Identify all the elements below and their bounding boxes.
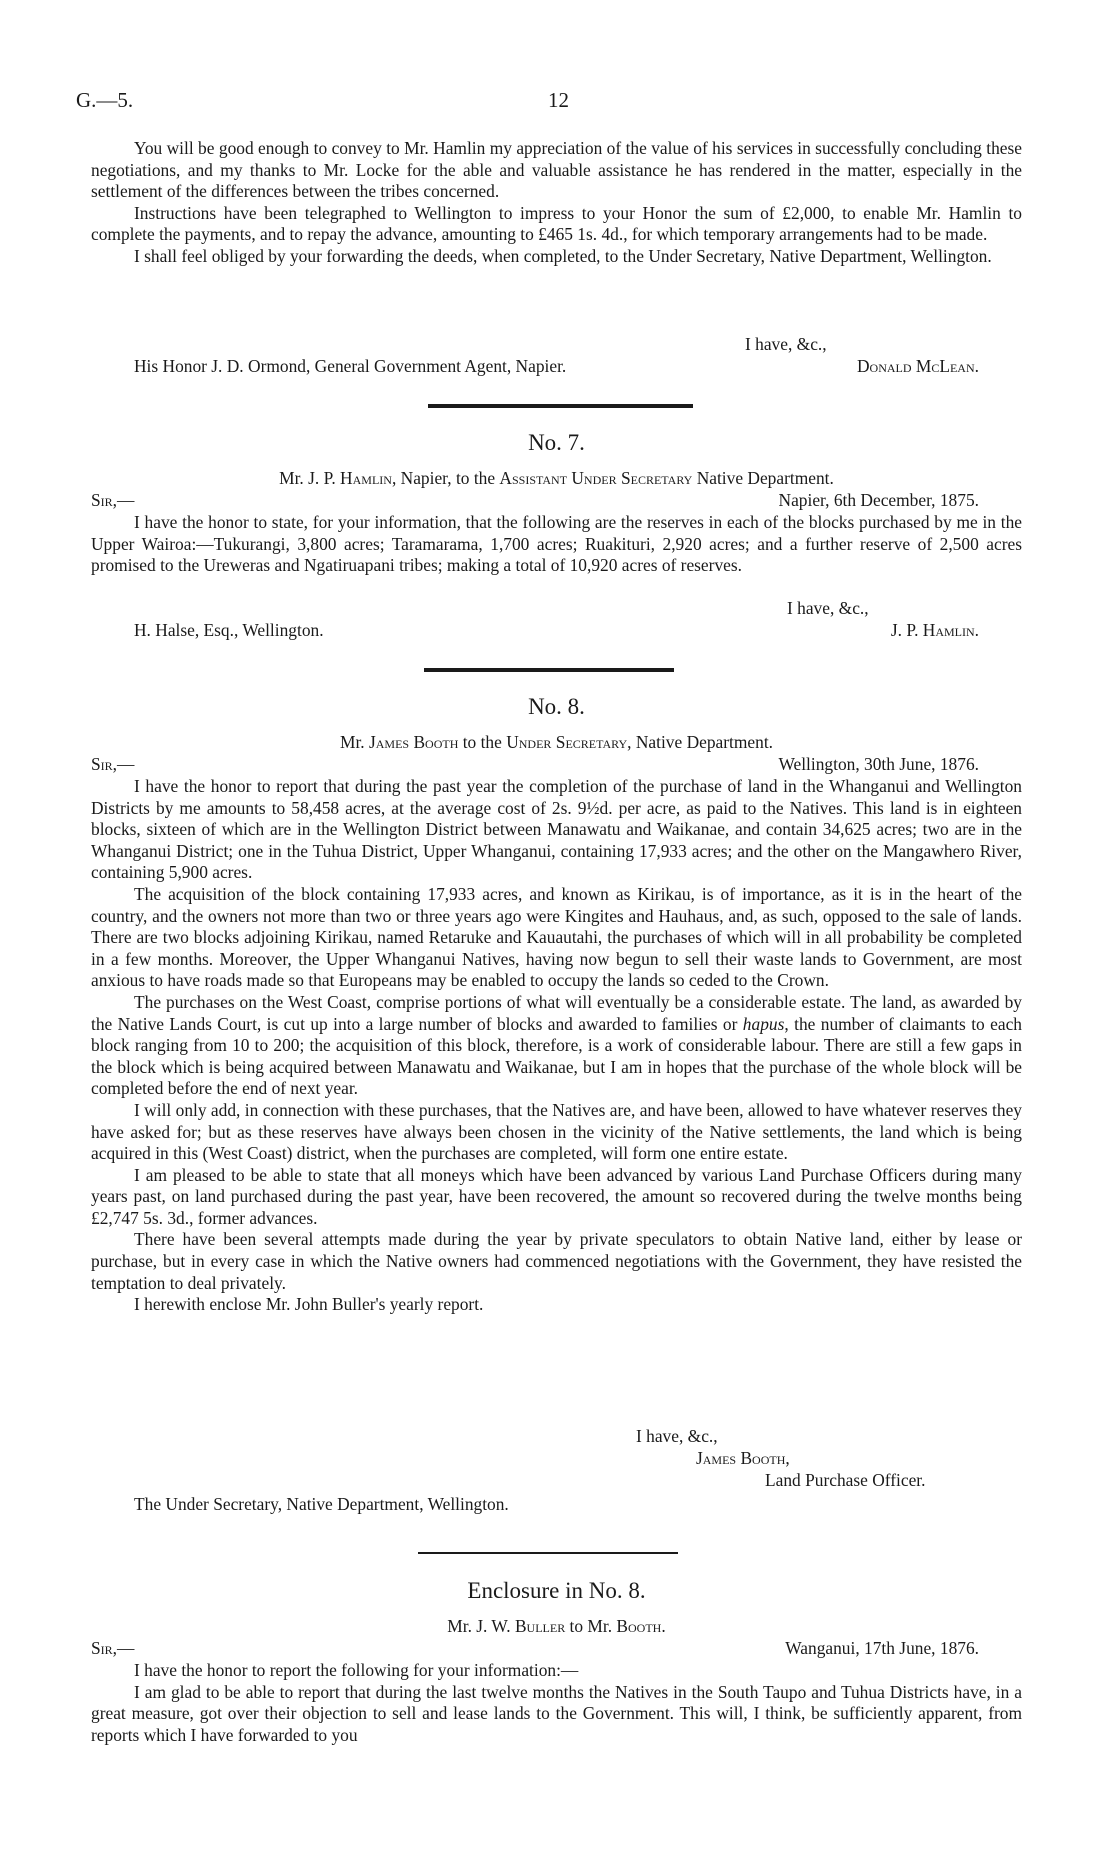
section-divider [418, 1552, 678, 1554]
signature: Donald McLean. [856, 356, 979, 376]
salutation: Sir,— [91, 490, 135, 510]
paragraph: I have the honor to report the following for your information:— [134, 1660, 579, 1680]
letter-heading: Mr. J. P. Hamlin, Napier, to the Assistant Under Secretary Native Department. [279, 468, 834, 488]
letter-body [91, 512, 1022, 577]
salutation: Sir,— [91, 1638, 135, 1658]
paragraph: I will only add, in connection with these purchases, that the Natives are, and have been, allowed to have whatever reserves they have asked for; but as these reserves have always been chosen in the vicinity of the Native settlements, the land which is being acquired in this (West Coast) district, when the purchases are completed, will form one entire estate. [91, 1099, 1022, 1164]
closing: I have, &c., [787, 598, 869, 618]
section-divider [424, 668, 674, 672]
section-divider [428, 404, 693, 408]
previous-letter-body [91, 138, 1022, 268]
document-reference: G.—5. [76, 88, 134, 112]
signature: James Booth, [696, 1448, 790, 1468]
salutation: Sir,— [91, 754, 135, 774]
closing: I have, &c., [636, 1426, 718, 1446]
letter-body [91, 776, 1022, 1316]
paragraph: I am pleased to be able to state that all moneys which have been advanced by various Land Purchase Officers during many years past, on land purchased during the past year, have been recovered, the amount so recovered during the twelve months being £2,747 5s. 3d., former advances. [91, 1164, 1022, 1228]
paragraph: There have been several attempts made during the year by private speculators to obtain Native land, either by lease or purchase, but in every case in which the Native owners had commenced negotiations with the Government, they have resisted the temptation to deal privately. [91, 1229, 1022, 1293]
place-date: Wellington, 30th June, 1876. [778, 754, 979, 774]
paragraph: The purchases on the West Coast, comprise portions of what will eventually be a considerable estate. The land, as awarded by the Native Lands Court, is cut up into a large number of blocks and awarded to families or hapus, the number of claimants to each block ranging from 10 to 200; the acquisition of this block, therefore, is a work of considerable labour. There are still a few gaps in the block which is being acquired between Manawatu and Waikanae, but I am in hopes that the purchase of the whole block will be completed before the end of next year. [91, 991, 1022, 1099]
paragraph: I have the honor to state, for your information, that the following are the reserves in each of the blocks purchased by me in the Upper Wairoa:—Tukurangi, 3,800 acres; Taramarama, 1,700 acres; Ruakituri, 2,920 acres; and a further reserve of 2,500 acres promised to the Ureweras and Ngatiruapani tribes; making a total of 10,920 acres of reserves. [91, 512, 1022, 576]
closing: I have, &c., [745, 334, 827, 354]
paragraph: I am glad to be able to report that during the last twelve months the Natives in the South Taupo and Tuhua Districts have, in a great measure, got over their objection to sell and lease lands to the Government. This will, I think, be sufficiently apparent, from reports which I have forwarded to you [91, 1681, 1022, 1745]
paragraph: I herewith enclose Mr. John Buller's yearly report. [134, 1294, 484, 1315]
addressee: H. Halse, Esq., Wellington. [134, 620, 324, 640]
addressee: The Under Secretary, Native Department, Wellington. [134, 1494, 509, 1514]
section-title: Enclosure in No. 8. [467, 1578, 646, 1603]
page-number: 12 [548, 88, 569, 112]
section-title: No. 7. [528, 430, 585, 455]
signature-title: Land Purchase Officer. [765, 1470, 926, 1490]
paragraph: The acquisition of the block containing 17,933 acres, and known as Kirikau, is of importance, as it is in the heart of the country, and the owners not more than two or three years ago were Kingites and Hauhaus, and, as such, opposed to the sale of lands. There are two blocks adjoining Kirikau, named Retaruke and Kauautahi, the purchases of which will in all probability be completed in a few months. Moreover, the Upper Whanganui Natives, having now begun to sell their waste lands to Government, are most anxious to have roads made so that Europeans may be enabled to occupy the lands so ceded to the Crown. [91, 883, 1022, 991]
section-title: No. 8. [528, 694, 585, 719]
letter-heading: Mr. J. W. Buller to Mr. Booth. [447, 1616, 666, 1636]
letter-body [91, 1660, 1022, 1746]
paragraph: You will be good enough to convey to Mr. Hamlin my appreciation of the value of his services in successfully concluding these negotiations, and my thanks to Mr. Locke for the able and valuable assistance he has rendered in the matter, especially in the settlement of the differences between the tribes concerned. [91, 138, 1022, 202]
paragraph: I shall feel obliged by your forwarding the deeds, when completed, to the Under Secretary, Native Department, Wellington. [134, 245, 992, 266]
place-date: Wanganui, 17th June, 1876. [785, 1638, 979, 1658]
paragraph: I have the honor to report that during the past year the completion of the purchase of land in the Whanganui and Wellington Districts by me amounts to 58,458 acres, at the average cost of 2s. 9½d. per acre, as paid to the Natives. This land is in eighteen blocks, sixteen of which are in the Wellington District between Manawatu and Waikanae, and contain 34,625 acres; two are in the Whanganui District; one in the Tuhua District, Upper Whanganui, containing 17,933 acres; and the other on the Mangawhero River, containing 5,900 acres. [91, 776, 1022, 883]
paragraph: Instructions have been telegraphed to Wellington to impress to your Honor the sum of £2,000, to enable Mr. Hamlin to complete the payments, and to repay the advance, amounting to £465 1s. 4d., for which temporary arrangements had to be made. [91, 202, 1022, 245]
addressee: His Honor J. D. Ormond, General Government Agent, Napier. [134, 356, 567, 376]
letter-heading: Mr. James Booth to the Under Secretary, Native Department. [339, 732, 774, 752]
place-date: Napier, 6th December, 1875. [778, 490, 979, 510]
signature: J. P. Hamlin. [890, 620, 979, 640]
